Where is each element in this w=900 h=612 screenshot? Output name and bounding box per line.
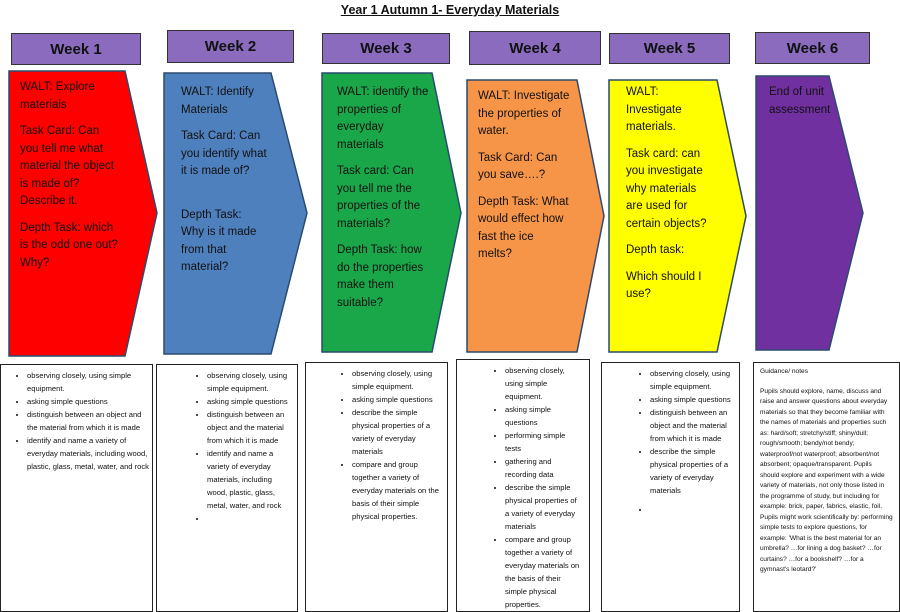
week-6-header: Week 6 [755, 32, 870, 64]
list-item [650, 503, 733, 516]
list-item: • asking simple questions [27, 395, 152, 408]
list-item: • distinguish between an object and the material from which it is made [207, 408, 291, 447]
week-3-header: Week 3 [322, 33, 450, 64]
guidance-notes [753, 362, 900, 612]
page-title: Year 1 Autumn 1- Everyday Materials [340, 3, 560, 17]
week-1-notes-list [1, 369, 152, 473]
list-item: • performing simple tests [505, 429, 583, 455]
week-3-walt: WALT: identify the properties of everyday materials [337, 86, 429, 151]
list-item: • asking simple questions [505, 403, 583, 429]
week-5-walt: WALT: Investigate materials. [626, 86, 682, 133]
list-item: • compare and group together a variety of everyday materials on the basis of their simple physical properties. [352, 458, 441, 523]
list-item: • asking simple questions [207, 395, 291, 408]
week-3-depth: Depth Task: how do the properties make them suitable? [337, 244, 424, 309]
week-4-header: Week 4 [469, 31, 601, 65]
guidance-body: Pupils should explore, name, discuss and raise and answer questions about everyday materials so that they become familiar with the names of materials and properties such as: hard/soft; stretchy/stiff; shiny/dull; rough/smooth; bendy/not bendy; waterproof/not waterproof; absorbent/not absorbent; opaque/transparent. Pupils should explore and experiment with a wide variety of materials, not only those listed in the programme of study, but including for example: brick, paper, fabrics, elastic, foil. Pupils might work scientifically by: performing simple tests to explore questions, for example: 'What is the best material for an umbrella? …for lining a dog basket? …for curtains? …for a bookshelf? …for a gymnast's leotard?' [760, 387, 893, 573]
week-2-walt: WALT: Identify Materials [181, 86, 254, 116]
week-2-notes [156, 364, 298, 612]
week-4-walt: WALT: Investigate the properties of water. [478, 90, 570, 137]
week-4-depth: Depth Task: What would effect how fast the ice melts? [478, 195, 569, 260]
week-5-depth: Depth task: [626, 244, 685, 256]
week-4-notes [456, 359, 590, 612]
week-4-task: Task Card: Can you save….? [478, 151, 558, 181]
list-item: • distinguish between an object and the material from which it is made [650, 406, 733, 445]
week-5-notes [601, 362, 740, 612]
week-2-notes-list [157, 369, 297, 525]
week-1-text [20, 79, 120, 281]
week-4-text [478, 88, 570, 273]
list-item: • asking simple questions [650, 393, 733, 406]
list-item: • distinguish between an object and the material from which it is made [27, 408, 152, 434]
list-item: • identify and name a variety of everyday materials, including wood, plastic, glass, metal, water, and rock [27, 434, 152, 473]
list-item: • describe the simple physical properties of a variety of everyday materials [650, 445, 733, 497]
list-item: • compare and group together a variety of everyday materials on the basis of their simple physical properties. [505, 533, 583, 611]
list-item: • observing closely, using simple equipment. [27, 369, 152, 395]
list-item: • observing closely, using simple equipment. [352, 367, 441, 393]
week-6-text [769, 84, 849, 128]
week-5-notes-list [602, 367, 739, 516]
week-1-walt: WALT: Explore materials [20, 81, 95, 111]
week-1-task: Task Card: Can you tell me what material the object is made of? Describe it. [20, 125, 114, 207]
week-1-notes [0, 364, 153, 612]
week-2-task: Task Card: Can you identify what it is made of? [181, 130, 267, 177]
week-5-text [626, 84, 712, 313]
list-item: • asking simple questions [352, 393, 441, 406]
guidance-heading: Guidance/ notes [760, 368, 809, 375]
list-item: • observing closely, using simple equipment. [650, 367, 733, 393]
list-item: • observing closely, using simple equipment. [207, 369, 291, 395]
week-5-extra: Which should I use? [626, 270, 702, 300]
week-5-header: Week 5 [609, 33, 730, 64]
list-item [207, 512, 291, 525]
week-1-depth: Depth Task: which is the odd one out? Why? [20, 221, 118, 269]
list-item: • gathering and recording data [505, 455, 583, 481]
week-6-walt: End of unit assessment [769, 86, 831, 116]
list-item: • observing closely, using simple equipment. [505, 364, 583, 403]
week-4-notes-list [457, 364, 589, 611]
week-3-text [337, 84, 429, 321]
list-item: • describe the simple physical properties of a variety of everyday materials [352, 406, 441, 458]
week-3-task: Task card: Can you tell me the properties of the materials? [337, 165, 421, 230]
week-2-depth: Depth Task: Why is it made from that material? [181, 208, 257, 273]
list-item: • describe the simple physical properties of a variety of everyday materials [505, 481, 583, 533]
list-item: • identify and name a variety of everyday materials, including wood, plastic, glass, metal, water, and rock [207, 447, 291, 512]
week-2-header: Week 2 [167, 30, 294, 63]
week-3-notes-list [306, 367, 447, 523]
week-5-task: Task card: can you investigate why materials are used for certain objects? [626, 147, 707, 230]
week-3-notes [305, 362, 448, 612]
week-1-header: Week 1 [11, 33, 141, 65]
week-2-text [181, 84, 267, 286]
